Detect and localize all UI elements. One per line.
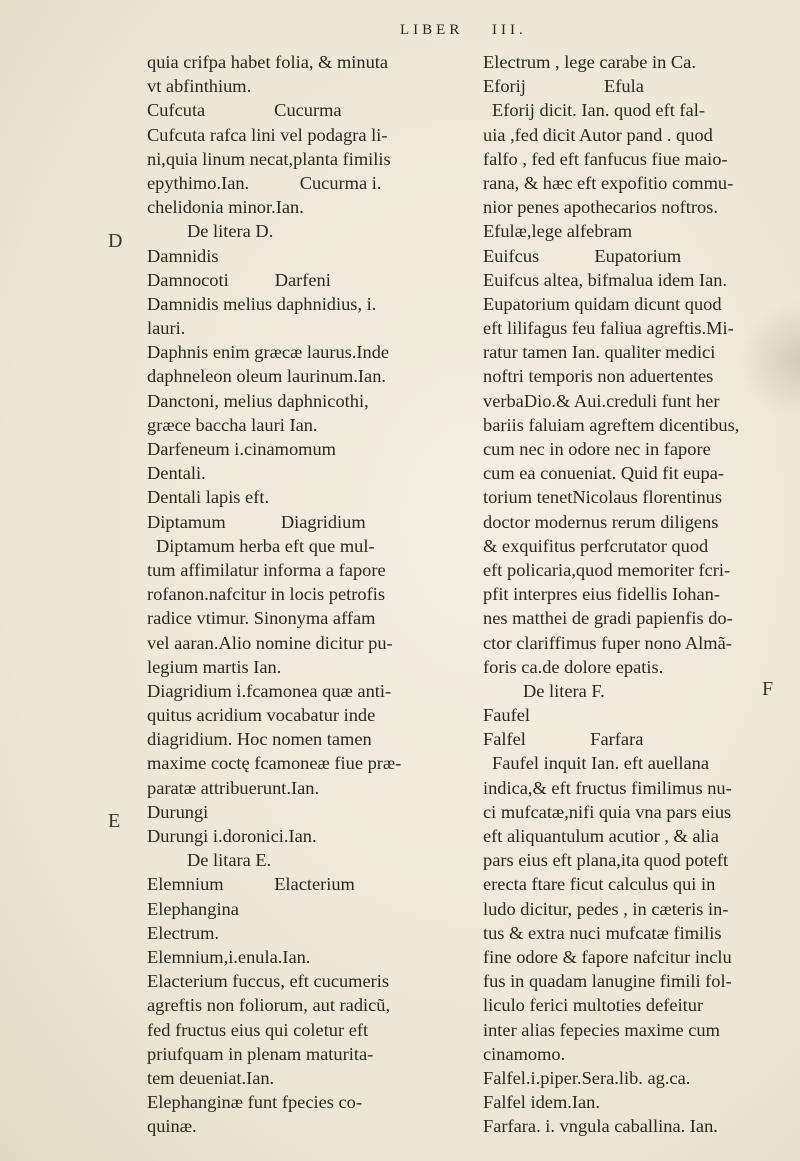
running-header (0, 22, 800, 42)
text-line: tum affimilatur informa a fapore (147, 559, 386, 580)
text-line: cum nec in odore nec in fapore (483, 439, 711, 459)
text-line: Electrum , lege carabe in Ca. (483, 52, 696, 72)
text-line: epythimo.Ian. Cucurma i. (147, 172, 382, 193)
text-line: daphneleon oleum laurinum.Ian. (147, 366, 387, 387)
text-line: diagridium. Hoc nomen tamen (147, 729, 372, 750)
text-line: nior penes apothecarios noftros. (483, 197, 718, 218)
text-line: erecta ftare ficut calculus qui in (483, 874, 716, 895)
text-line: ni,quia linum necat,planta fimilis (147, 148, 391, 169)
text-line: agreftis non foliorum, aut radicũ, (147, 995, 391, 1016)
text-line: paratæ attribuerunt.Ian. (147, 777, 320, 798)
text-line: indica,& eft fructus fimilimus nu- (483, 777, 732, 798)
margin-letter-f: F (762, 678, 774, 700)
text-line: legium martis Ian. (147, 656, 282, 677)
text-line: Falfel.i.piper.Sera.lib. ag.ca. (483, 1067, 691, 1088)
text-line: bariis faluiam agreftem dicentibus, (483, 414, 740, 435)
text-line: Faufel inquit Ian. eft auellana (492, 753, 710, 774)
text-line: eft policaria,quod memoriter fcri- (483, 559, 731, 580)
header-right: III. (492, 22, 527, 38)
text-line: pars eius eft plana,ita quod poteft (483, 850, 729, 871)
text-line: Damnocoti Darfeni (147, 269, 331, 290)
text-line: ludo dicitur, pedes , in cæteris in- (483, 898, 729, 919)
text-line: doctor modernus rerum diligens (483, 511, 719, 532)
text-line: Euifcus altea, bifmalua idem Ian. (483, 269, 728, 290)
margin-letter-d: D (108, 230, 123, 252)
text-line: quitus acridium vocabatur inde (147, 705, 376, 726)
text-line: Durungi i.doronici.Ian. (147, 826, 317, 846)
text-line: Elephanginæ funt fpecies co- (147, 1092, 362, 1113)
text-line: chelidonia minor.Ian. (147, 197, 304, 218)
text-line: quinæ. (147, 1116, 197, 1137)
text-line: priufquam in plenam maturita- (147, 1043, 374, 1064)
text-line: vt abfinthium. (147, 76, 252, 97)
text-line: ratur tamen Ian. qualiter medici (483, 342, 716, 363)
text-line: ci mufcatæ,nifi quia vna pars eius (483, 801, 732, 822)
text-line: liculo ferici multoties defeitur (483, 995, 704, 1016)
text-line: torium tenetNicolaus florentinus (483, 487, 723, 508)
text-line: foris ca.de dolore epatis. (483, 656, 664, 677)
text-line: græce baccha lauri Ian. (147, 414, 318, 435)
text-line: Elacterium fuccus, eft cucumeris (147, 971, 390, 992)
text-line: verbaDio.& Aui.creduli funt her (483, 390, 720, 411)
text-line: Farfara. i. vngula caballina. Ian. (483, 1116, 718, 1137)
text-line: Cufcuta Cucurma (147, 100, 342, 121)
header-left: LIBER (400, 22, 464, 38)
text-line: Cufcuta rafca lini vel podagra li- (147, 124, 388, 145)
text-line: Euifcus Eupatorium (483, 245, 682, 266)
text-line: Diptamum Diagridium (147, 511, 366, 532)
text-line: tus & extra nuci mufcatæ fimilis (483, 922, 722, 943)
text-line: De litera F. (523, 680, 605, 701)
text-line: rofanon.nafcitur in locis petrofis (147, 584, 385, 605)
text-line: Falfel idem.Ian. (483, 1092, 600, 1113)
text-line: eft lilifagus feu faliua agreftis.Mi- (483, 318, 734, 339)
text-line: cinamomo. (483, 1043, 566, 1064)
text-line: Diagridium i.fcamonea quæ anti- (147, 680, 392, 701)
text-line: Eforij Efula (483, 76, 644, 97)
text-line: & exquifitus perfcrutator quod (483, 535, 709, 556)
text-line: quia crifpa habet folia, & minuta (147, 52, 389, 72)
text-line: radice vtimur. Sinonyma affam (147, 608, 376, 629)
text-line: tem deueniat.Ian. (147, 1067, 275, 1088)
text-line: Elephangina (147, 898, 239, 919)
text-line: Electrum. (147, 922, 220, 943)
text-line: Damnidis melius daphnidius, i. (147, 293, 377, 314)
text-line: Danctoni, melius daphnicothi, (147, 390, 369, 411)
text-line: Eupatorium quidam dicunt quod (483, 293, 722, 314)
text-line: fed fructus eius qui coletur eft (147, 1019, 369, 1040)
text-line: Darfeneum i.cinamomum (147, 439, 336, 459)
text-line: maxime coctę fcamoneæ fiue præ- (147, 753, 402, 774)
text-line: Durungi (147, 801, 209, 822)
text-line: nes matthei de gradi papienfis do- (483, 608, 733, 629)
text-line: pfit interpres eius fidellis Iohan- (483, 584, 720, 605)
text-line: Faufel (483, 705, 530, 726)
text-line: rana, & hæc eft expofitio commu- (483, 172, 734, 193)
text-line: Dentali lapis eft. (147, 487, 270, 508)
text-line: uia ,fed dicit Autor pand . quod (483, 124, 713, 145)
text-line: Damnidis (147, 245, 219, 266)
text-line: lauri. (147, 318, 186, 339)
text-line: cum ea conueniat. Quid fit eupa- (483, 463, 725, 484)
text-line: inter alias fepecies maxime cum (483, 1019, 720, 1040)
left-column (147, 50, 467, 1138)
text-line: Eforij dicit. Ian. quod eft fal- (492, 100, 705, 121)
text-line: Diptamum herba eft que mul- (156, 535, 375, 556)
text-line: De litera D. (187, 221, 274, 242)
text-line: falfo , fed eft fanfucus fiue maio- (483, 148, 728, 169)
text-line: Dentali. (147, 463, 206, 484)
text-line: Elemnium,i.enula.Ian. (147, 946, 311, 967)
text-line: fus in quadam lanugine fimili fol- (483, 971, 732, 992)
text-line: ctor clariffimus fuper nono Almã- (483, 632, 732, 653)
text-line: De litara E. (187, 850, 272, 871)
text-line: fine odore & fapore nafcitur inclu (483, 946, 732, 967)
text-line: noftri temporis non aduertentes (483, 366, 714, 387)
text-line: vel aaran.Alio nomine dicitur pu- (147, 632, 393, 653)
text-line: Falfel Farfara (483, 729, 644, 750)
text-line: eft aliquantulum acutior , & alia (483, 826, 719, 846)
margin-letter-e: E (108, 810, 121, 832)
text-line: Elemnium Elacterium (147, 874, 355, 895)
right-column (483, 50, 783, 1138)
text-line: Daphnis enim græcæ laurus.Inde (147, 342, 390, 363)
text-line: Efulæ,lege alfebram (483, 221, 633, 242)
